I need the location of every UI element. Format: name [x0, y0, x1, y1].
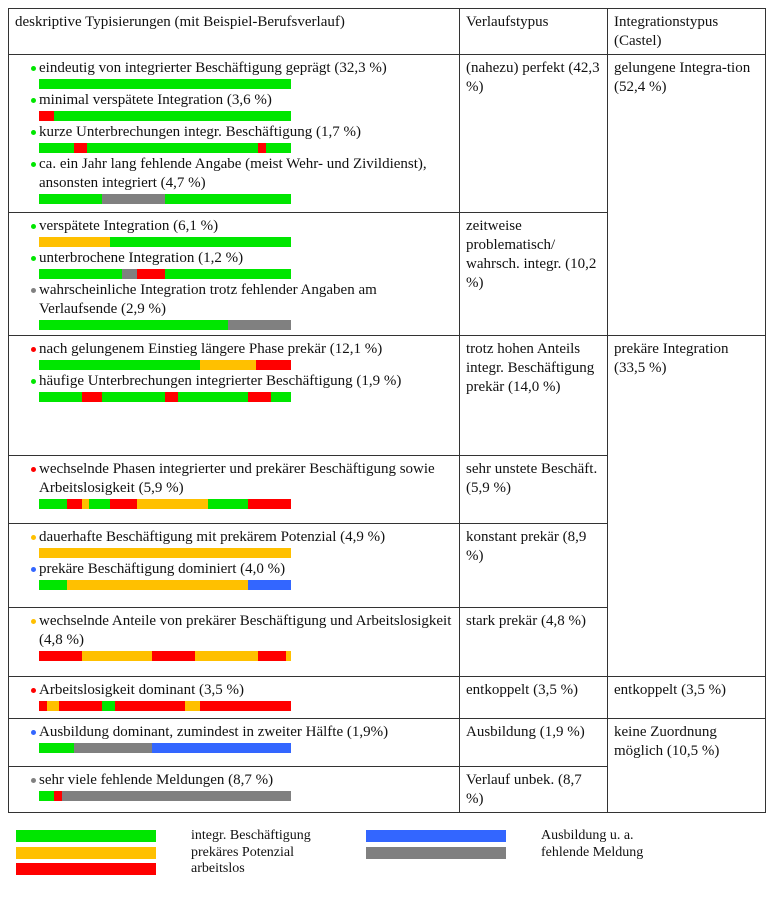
career-bar	[39, 580, 291, 590]
career-bar-segment	[39, 237, 110, 247]
typisierung-label: verspätete Integration (6,1 %)	[39, 218, 219, 234]
career-bar-segment	[54, 111, 291, 121]
career-bar	[39, 791, 291, 801]
header-row	[9, 9, 766, 55]
legend-swatch	[16, 847, 156, 859]
table-row	[9, 336, 766, 456]
career-bar	[39, 111, 291, 121]
bullet-dot-icon	[31, 162, 36, 167]
career-bar-segment	[248, 499, 291, 509]
bullet-dot-icon	[31, 66, 36, 71]
legend-label: prekäres Potenzial	[191, 845, 295, 860]
career-bar-segment	[165, 194, 291, 204]
typisierung-label: dauerhafte Beschäftigung mit prekärem Potenzial (4,9 %)	[39, 529, 386, 545]
integrationstypus-cell: prekäre Integration (33,5 %)	[608, 336, 766, 677]
table-body	[9, 55, 766, 813]
legend-label: integr. Beschäftigung	[191, 828, 311, 843]
typology-table	[8, 8, 766, 813]
career-bar-segment	[39, 743, 74, 753]
verlaufstypus-cell: konstant prekär (8,9 %)	[460, 524, 608, 608]
verlaufstypus-cell: entkoppelt (3,5 %)	[460, 677, 608, 719]
typisierung-label: unterbrochene Integration (1,2 %)	[39, 250, 244, 266]
bullet-dot-icon	[31, 730, 36, 735]
bullet-dot-icon	[31, 288, 36, 293]
bullet-dot-icon	[31, 224, 36, 229]
typisierung-label: sehr viele fehlende Meldungen (8,7 %)	[39, 772, 274, 788]
legend-swatch	[16, 830, 156, 842]
career-bar-segment	[67, 499, 82, 509]
table-row	[9, 677, 766, 719]
typisierung-label: Ausbildung dominant, zumindest in zweiter Hälfte (1,9%)	[39, 724, 389, 740]
integrationstypus-cell: keine Zuordnung möglich (10,5 %)	[608, 719, 766, 813]
typisierung-label: nach gelungenem Einstieg längere Phase prekär (12,1 %)	[39, 341, 383, 357]
career-bar-segment	[89, 499, 109, 509]
typisierung-item	[15, 460, 453, 509]
career-bar-segment	[39, 111, 54, 121]
typisierung-cell	[9, 719, 460, 767]
career-bar-segment	[110, 237, 291, 247]
bullet-dot-icon	[31, 130, 36, 135]
career-bar-segment	[39, 580, 67, 590]
career-bar-segment	[115, 701, 186, 711]
typisierung-item	[15, 59, 453, 89]
table-row	[9, 55, 766, 213]
integrationstypus-cell: entkoppelt (3,5 %)	[608, 677, 766, 719]
typisierung-cell	[9, 767, 460, 813]
career-bar-segment	[74, 143, 87, 153]
career-bar	[39, 320, 291, 330]
typisierung-label: prekäre Beschäftigung dominiert (4,0 %)	[39, 561, 286, 577]
typisierung-item	[15, 217, 453, 247]
typisierung-item	[15, 612, 453, 661]
career-bar-segment	[39, 79, 291, 89]
bullet-dot-icon	[31, 535, 36, 540]
career-bar-segment	[74, 743, 152, 753]
career-bar	[39, 194, 291, 204]
legend-label: arbeitslos	[191, 861, 245, 876]
career-bar-segment	[82, 651, 153, 661]
career-bar-segment	[39, 791, 54, 801]
verlaufstypus-cell: sehr unstete Beschäft. (5,9 %)	[460, 456, 608, 524]
typisierung-label: kurze Unterbrechungen integr. Beschäftigung (1,7 %)	[39, 124, 361, 140]
typisierung-item	[15, 560, 453, 590]
bullet-dot-icon	[31, 98, 36, 103]
career-bar-segment	[137, 269, 165, 279]
career-bar-segment	[258, 651, 286, 661]
career-bar	[39, 651, 291, 661]
typisierung-cell	[9, 524, 460, 608]
career-bar-segment	[39, 360, 200, 370]
typisierung-item	[15, 681, 453, 711]
typisierung-cell	[9, 456, 460, 524]
career-bar	[39, 743, 291, 753]
career-bar-segment	[82, 392, 102, 402]
legend	[16, 830, 716, 880]
typisierung-item	[15, 281, 453, 330]
career-bar-segment	[87, 143, 258, 153]
bullet-dot-icon	[31, 688, 36, 693]
career-bar-segment	[59, 701, 102, 711]
career-bar	[39, 79, 291, 89]
career-bar-segment	[102, 701, 115, 711]
career-bar-segment	[39, 269, 122, 279]
career-bar-segment	[102, 392, 165, 402]
bullet-dot-icon	[31, 379, 36, 384]
career-bar-segment	[200, 360, 255, 370]
career-bar	[39, 392, 291, 402]
career-bar-segment	[165, 269, 291, 279]
career-bar-segment	[102, 194, 165, 204]
career-bar-segment	[62, 791, 291, 801]
typisierung-cell	[9, 213, 460, 336]
typisierung-label: Arbeitslosigkeit dominant (3,5 %)	[39, 682, 244, 698]
verlaufstypus-cell: zeitweise problematisch/ wahrsch. integr. (10,2 %)	[460, 213, 608, 336]
legend-swatch	[16, 863, 156, 875]
career-bar-segment	[266, 143, 291, 153]
career-bar	[39, 269, 291, 279]
career-bar-segment	[39, 651, 82, 661]
career-bar-segment	[258, 143, 266, 153]
career-bar-segment	[165, 392, 178, 402]
career-bar-segment	[152, 743, 291, 753]
typisierung-label: wechselnde Anteile von prekärer Beschäftigung und Arbeitslosigkeit (4,8 %)	[39, 613, 452, 648]
career-bar-segment	[39, 548, 291, 558]
legend-label: fehlende Meldung	[541, 845, 644, 860]
typisierung-item	[15, 771, 453, 801]
verlaufstypus-cell: Verlauf unbek. (8,7 %)	[460, 767, 608, 813]
typisierung-cell	[9, 55, 460, 213]
career-bar-segment	[54, 791, 62, 801]
verlaufstypus-cell: trotz hohen Anteils integr. Beschäftigung prekär (14,0 %)	[460, 336, 608, 456]
career-bar	[39, 143, 291, 153]
header-verlaufstypus: Verlaufstypus	[460, 9, 608, 55]
bullet-dot-icon	[31, 347, 36, 352]
career-bar-segment	[39, 320, 228, 330]
bullet-dot-icon	[31, 778, 36, 783]
typisierung-item	[15, 723, 453, 753]
career-bar-segment	[152, 651, 195, 661]
legend-swatch	[366, 830, 506, 842]
typisierung-cell	[9, 608, 460, 677]
bullet-dot-icon	[31, 619, 36, 624]
career-bar-segment	[178, 392, 249, 402]
career-bar	[39, 499, 291, 509]
career-bar-segment	[271, 392, 291, 402]
career-bar-segment	[67, 580, 248, 590]
typisierung-cell	[9, 677, 460, 719]
typisierung-label: häufige Unterbrechungen integrierter Beschäftigung (1,9 %)	[39, 373, 402, 389]
bullet-dot-icon	[31, 567, 36, 572]
typisierung-label: wahrscheinliche Integration trotz fehlender Angaben am Verlaufsende (2,9 %)	[39, 282, 377, 317]
career-bar-segment	[137, 499, 208, 509]
career-bar-segment	[248, 392, 271, 402]
typisierung-label: minimal verspätete Integration (3,6 %)	[39, 92, 272, 108]
career-bar-segment	[208, 499, 248, 509]
career-bar-segment	[110, 499, 138, 509]
career-bar	[39, 237, 291, 247]
header-typisierungen: deskriptive Typisierungen (mit Beispiel-Berufsverlauf)	[9, 9, 460, 55]
verlaufstypus-cell: stark prekär (4,8 %)	[460, 608, 608, 677]
career-bar-segment	[39, 143, 74, 153]
career-bar-segment	[39, 701, 47, 711]
bullet-dot-icon	[31, 256, 36, 261]
career-bar-segment	[39, 194, 102, 204]
typisierung-item	[15, 91, 453, 121]
career-bar-segment	[256, 360, 291, 370]
verlaufstypus-cell: (nahezu) perfekt (42,3 %)	[460, 55, 608, 213]
bullet-dot-icon	[31, 467, 36, 472]
career-bar-segment	[195, 651, 258, 661]
integrationstypus-cell: gelungene Integra-tion (52,4 %)	[608, 55, 766, 336]
typisierung-item	[15, 372, 453, 402]
career-bar-segment	[286, 651, 291, 661]
typisierung-item	[15, 340, 453, 370]
career-bar-segment	[47, 701, 60, 711]
typisierung-label: eindeutig von integrierter Beschäftigung geprägt (32,3 %)	[39, 60, 387, 76]
verlaufstypus-cell: Ausbildung (1,9 %)	[460, 719, 608, 767]
typisierung-item	[15, 528, 453, 558]
typisierung-item	[15, 155, 453, 204]
career-bar	[39, 701, 291, 711]
typisierung-label: ca. ein Jahr lang fehlende Angabe (meist Wehr- und Zivildienst), ansonsten integriert (4,7 %)	[39, 156, 427, 191]
typisierung-cell	[9, 336, 460, 456]
career-bar-segment	[248, 580, 291, 590]
career-bar-segment	[200, 701, 291, 711]
header-integrationstypus: Integrationstypus (Castel)	[608, 9, 766, 55]
typisierung-item	[15, 123, 453, 153]
table-row	[9, 719, 766, 767]
legend-swatch	[366, 847, 506, 859]
career-bar-segment	[39, 392, 82, 402]
typisierung-item	[15, 249, 453, 279]
career-bar-segment	[228, 320, 291, 330]
career-bar-segment	[122, 269, 137, 279]
career-bar	[39, 548, 291, 558]
career-bar-segment	[39, 499, 67, 509]
legend-label: Ausbildung u. a.	[541, 828, 634, 843]
career-bar-segment	[82, 499, 90, 509]
typisierung-label: wechselnde Phasen integrierter und prekärer Beschäftigung sowie Arbeitslosigkeit (5,9 %)	[39, 461, 435, 496]
career-bar-segment	[185, 701, 200, 711]
career-bar	[39, 360, 291, 370]
